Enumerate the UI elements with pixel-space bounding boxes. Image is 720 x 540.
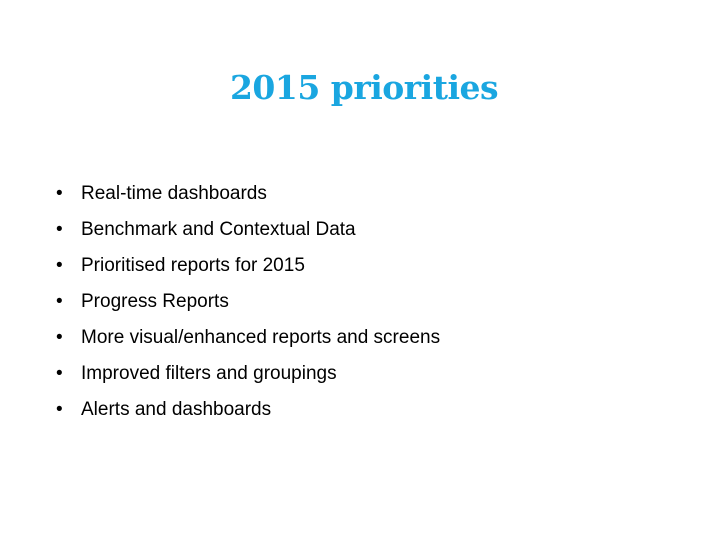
bullet-text: More visual/enhanced reports and screens [81,327,441,348]
bullet-text: Real-time dashboards [81,183,267,204]
bullet-text: Improved filters and groupings [81,363,337,384]
bullet-icon: • [56,327,63,348]
bullet-icon: • [56,219,63,240]
bullet-icon: • [56,399,63,420]
bullet-icon: • [56,363,63,384]
bullet-icon: • [56,255,63,276]
bullet-icon: • [56,183,63,204]
bullet-text: Prioritised reports for 2015 [81,255,305,276]
bullet-icon: • [56,291,63,312]
bullet-text: Progress Reports [81,291,229,312]
bullet-text: Alerts and dashboards [81,399,272,420]
slide-title: 2015 priorities [229,68,499,107]
bullet-text: Benchmark and Contextual Data [81,219,356,240]
